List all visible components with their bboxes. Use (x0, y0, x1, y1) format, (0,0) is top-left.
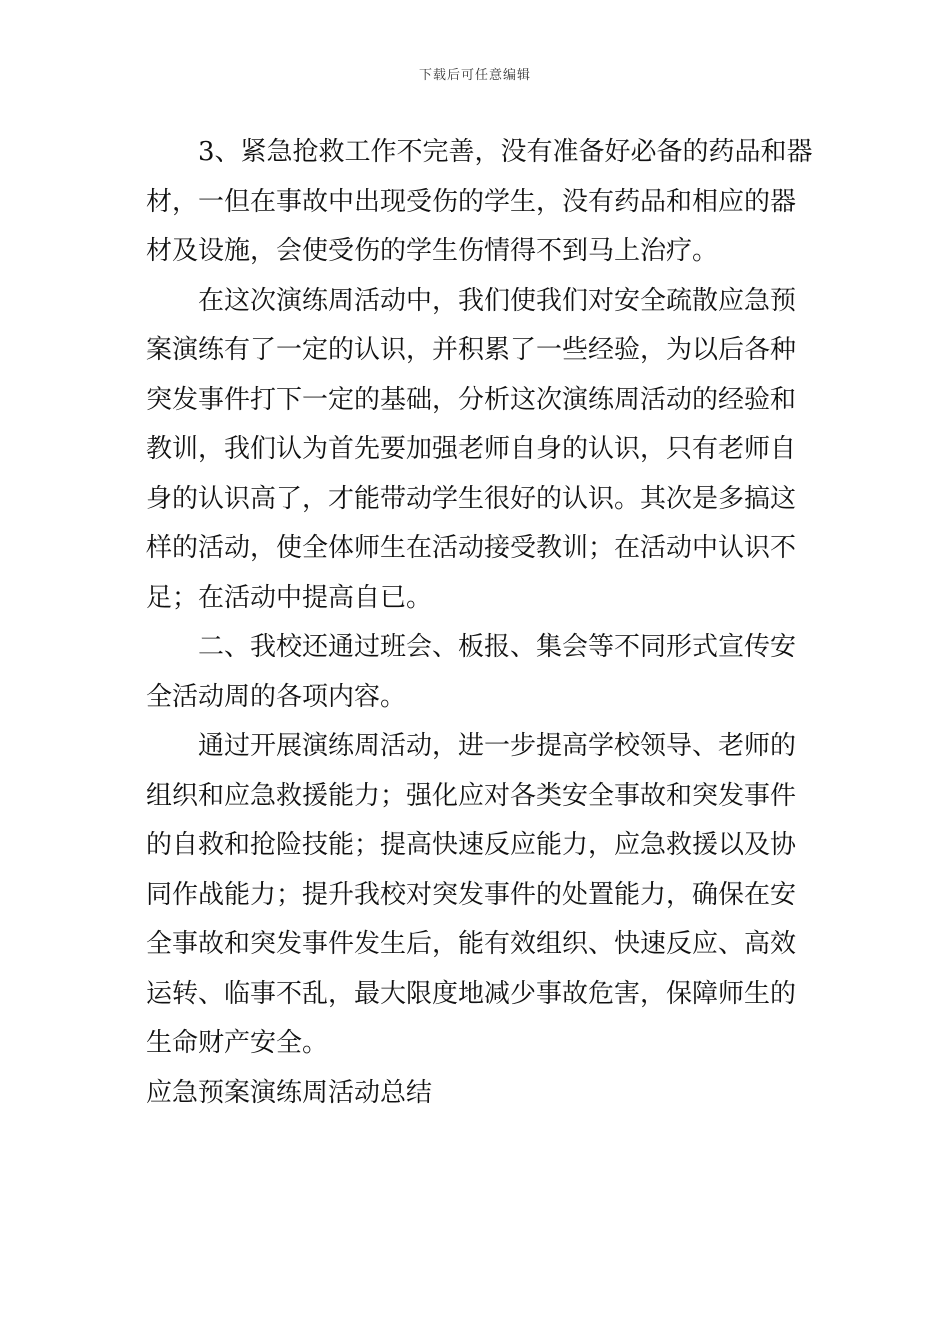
text-line: 足；在活动中提高自已。 (146, 582, 433, 613)
text-line: 案演练有了一定的认识，并积累了一些经验，为以后各种 (146, 335, 797, 365)
paragraph-conclusion (146, 722, 808, 1069)
text-line: 材，一但在事故中出现受伤的学生，没有药品和相应的器 (146, 186, 797, 217)
paragraph-publicity (146, 623, 808, 722)
text-line: 样的活动，使全体师生在活动接受教训；在活动中认识不 (146, 533, 797, 563)
page-header: 下载后可任意编辑 (418, 68, 531, 83)
text-line: 在这次演练周活动中，我们使我们对安全疏散应急预 (198, 285, 797, 316)
text-line: 生命财产安全。 (146, 1028, 329, 1058)
text-line: 全活动周的各项内容。 (146, 681, 407, 712)
text-line: 全事故和突发事件发生后，能有效组织、快速反应、高效 (146, 929, 797, 959)
document-body (146, 128, 813, 1118)
text-line: 突发事件打下一定的基础，分析这次演练周活动的经验和 (146, 384, 797, 415)
text-line: 运转、临事不乱，最大限度地减少事故危害，保障师生的 (146, 978, 797, 1009)
text-line: 二、我校还通过班会、板报、集会等不同形式宣传安 (198, 632, 797, 662)
text-line: 通过开展演练周活动，进一步提高学校领导、老师的 (198, 731, 797, 761)
text-line: 材及设施，会使受伤的学生伤情得不到马上治疗。 (146, 236, 719, 266)
paragraph-emergency-rescue (146, 128, 813, 277)
text-line: 教训，我们认为首先要加强老师自身的认识，只有老师自 (146, 434, 797, 464)
section-title: 应急预案演练周活动总结 (146, 1077, 433, 1108)
text-line: 身的认识高了，才能带动学生很好的认识。其次是多搞这 (146, 483, 797, 514)
paragraph-drill-reflection (146, 277, 808, 624)
text-line: 同作战能力；提升我校对突发事件的处置能力，确保在安 (146, 879, 797, 910)
text-line: 3、紧急抢救工作不完善，没有准备好必备的药品和器 (198, 137, 813, 167)
text-line: 的自救和抢险技能；提高快速反应能力，应急救援以及协 (146, 830, 797, 860)
text-line: 组织和应急救援能力；强化应对各类安全事故和突发事件 (146, 780, 797, 811)
